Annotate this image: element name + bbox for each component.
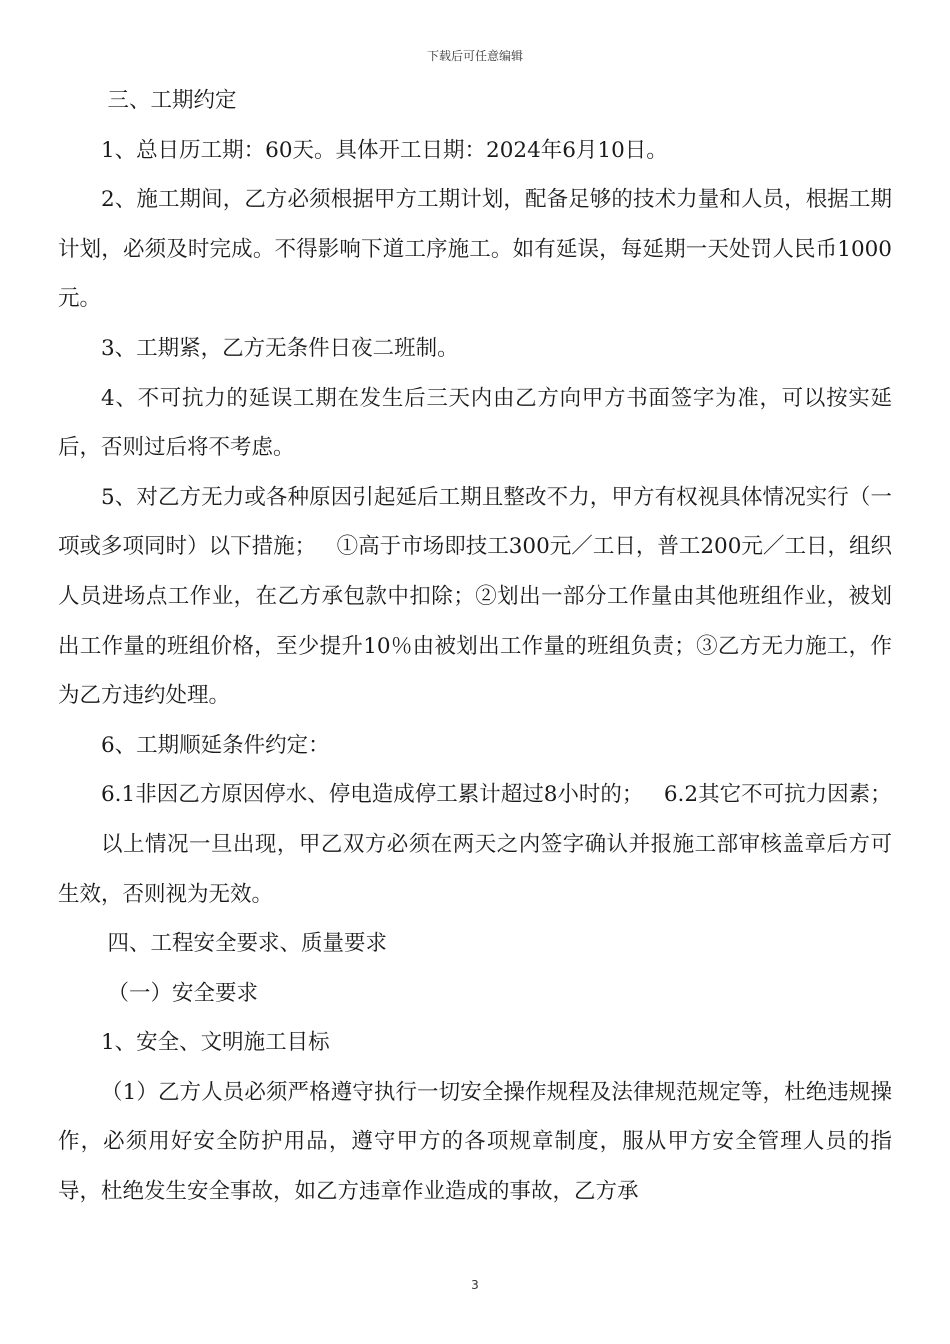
paragraph: 4、不可抗力的延误工期在发生后三天内由乙方向甲方书面签字为准，可以按实延后，否则过后将不考虑。 [58,385,892,461]
section-heading-safety-quality: 四、工程安全要求、质量要求 [107,931,387,957]
paragraph: 3、工期紧，乙方无条件日夜二班制。 [101,335,459,361]
page-header: 下载后可任意编辑 [426,49,523,63]
paragraph: 5、对乙方无力或各种原因引起延后工期且整改不力，甲方有权视具体情况实行（一项或多项同时）以下措施； ①高于市场即技工300元／工日，普工200元／工日，组织人员进场点工作业，在乙方承包款中扣除；②划出一部分工作量由其他班组作业，被划出工作量的班组价格，至少提升10％由被划出工作量的班组负责；③乙方无力施工，作为乙方违约处理。 [58,484,892,709]
paragraph: 1、总日历工期：60天。具体开工日期：2024年6月10日。 [101,137,668,163]
paragraph: 2、施工期间，乙方必须根据甲方工期计划，配备足够的技术力量和人员，根据工期计划，必须及时完成。不得影响下道工序施工。如有延误，每延期一天处罚人民币1000元。 [58,187,892,312]
paragraph: 以上情况一旦出现，甲乙双方必须在两天之内签字确认并报施工部审核盖章后方可生效，否则视为无效。 [58,831,892,907]
paragraph: 6.1非因乙方原因停水、停电造成停工累计超过8小时的； 6.2其它不可抗力因素； [101,782,892,808]
document-body [58,76,892,1217]
section-heading-schedule: 三、工期约定 [107,88,237,113]
subsection-heading-safety: （一）安全要求 [107,980,258,1006]
page-number: 3 [471,1278,479,1292]
paragraph: （1）乙方人员必须严格遵守执行一切安全操作规程及法律规范规定等，杜绝违规操作，必须用好安全防护用品，遵守甲方的各项规章制度，服从甲方安全管理人员的指导，杜绝发生安全事故，如乙方违章作业造成的事故，乙方承 [58,1079,892,1205]
paragraph: 6、工期顺延条件约定： [101,732,330,758]
paragraph: 1、安全、文明施工目标 [101,1030,330,1056]
